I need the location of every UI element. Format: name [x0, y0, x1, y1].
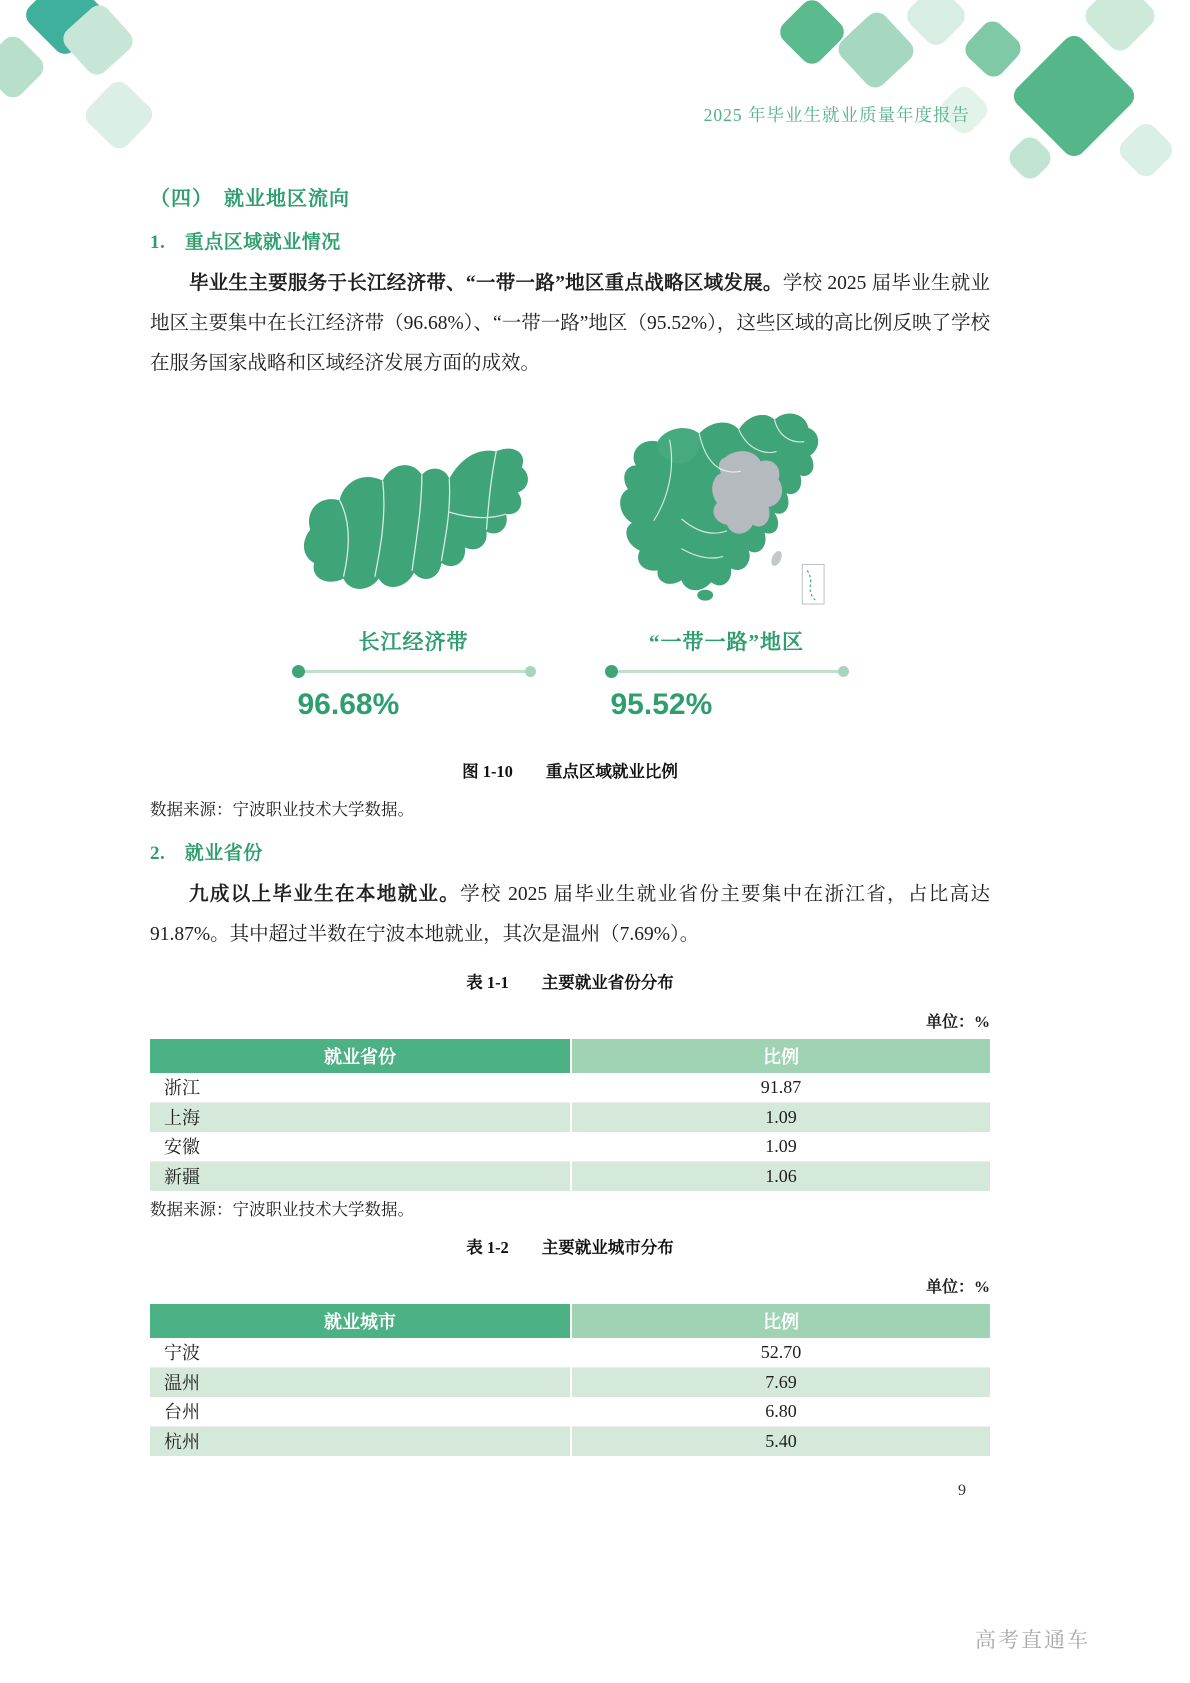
figure-caption: 图 1-10 重点区域就业比例 — [462, 761, 678, 781]
watermark: 高考直通车 — [975, 1629, 1090, 1652]
table1-caption: 表 1-1 主要就业省份分布 — [466, 972, 674, 992]
cell-province: 浙江 — [150, 1073, 571, 1103]
paragraph-region-overview — [150, 264, 990, 384]
figure-column-belt-road — [607, 398, 847, 722]
paragraph-body: 学校 2025 届毕业生就业地区主要集中在长江经济带（96.68%）、“一带一路”地区（95.52%），这些区域的高比例反映了学校在服务国家战略和区域经济发展方面的成效。 — [150, 273, 990, 374]
decor-square — [960, 16, 1025, 81]
city-distribution-table — [150, 1304, 990, 1456]
yangtze-map-box — [294, 398, 534, 610]
decor-square — [902, 0, 970, 50]
table-row — [150, 1161, 990, 1191]
table2-header-city: 就业城市 — [150, 1304, 571, 1338]
hainan-island — [697, 590, 713, 601]
table-header-row — [150, 1304, 990, 1338]
cell-ratio: 52.70 — [571, 1338, 990, 1368]
cell-province: 安徽 — [150, 1132, 571, 1162]
decor-square — [834, 8, 919, 93]
subsection-heading-2: 2. 就业省份 — [150, 842, 263, 864]
table-row — [150, 1338, 990, 1368]
page-content — [150, 182, 990, 1456]
divider-dot-right — [838, 666, 849, 677]
figure-label-yangtze: 长江经济带 — [358, 629, 469, 654]
table2-header-ratio: 比例 — [571, 1304, 990, 1338]
yangtze-economic-belt-map-icon — [296, 424, 532, 610]
cell-province: 新疆 — [150, 1161, 571, 1191]
decor-square — [0, 32, 48, 103]
decor-square — [1115, 119, 1177, 181]
cell-ratio: 7.69 — [571, 1367, 990, 1397]
figure-label-belt-road: “一带一路”地区 — [649, 629, 804, 654]
cell-ratio: 91.87 — [571, 1073, 990, 1103]
decor-square — [1005, 133, 1056, 184]
figure-region-employment — [150, 398, 990, 722]
cell-city: 台州 — [150, 1397, 571, 1427]
south-china-sea-inset — [802, 564, 824, 604]
figure-divider-yangtze — [294, 665, 534, 678]
table-header-row — [150, 1039, 990, 1073]
cell-city: 温州 — [150, 1367, 571, 1397]
table-row — [150, 1397, 990, 1427]
table-row — [150, 1426, 990, 1456]
paragraph-lead: 九成以上毕业生在本地就业。 — [189, 883, 461, 905]
table-row — [150, 1132, 990, 1162]
table2-caption: 表 1-2 主要就业城市分布 — [466, 1237, 674, 1257]
report-header-title: 2025 年毕业生就业质量年度报告 — [703, 105, 970, 125]
data-source-note: 数据来源：宁波职业技术大学数据。 — [150, 1199, 414, 1219]
province-distribution-table — [150, 1039, 990, 1191]
divider-dot-right — [525, 666, 536, 677]
decor-square — [775, 0, 849, 69]
page-number: 9 — [958, 1482, 966, 1499]
china-belt-road-map-icon — [608, 400, 846, 610]
divider-bar — [298, 670, 530, 673]
decor-square — [1080, 0, 1159, 56]
cell-ratio: 1.09 — [571, 1102, 990, 1132]
cell-province: 上海 — [150, 1102, 571, 1132]
table-row — [150, 1102, 990, 1132]
figure-value-yangtze: 96.68% — [297, 687, 400, 721]
china-map-box — [607, 398, 847, 610]
divider-bar — [611, 670, 843, 673]
table1-header-province: 就业省份 — [150, 1039, 571, 1073]
subsection-heading-1: 1. 重点区域就业情况 — [150, 232, 341, 253]
table2-unit: 单位：% — [925, 1278, 990, 1296]
paragraph-body: 学校 2025 届毕业生就业省份主要集中在浙江省，占比高达 91.87%。其中超过半数在宁波本地就业，其次是温州（7.69%）。 — [150, 883, 990, 945]
cell-ratio: 6.80 — [571, 1397, 990, 1427]
table-row — [150, 1073, 990, 1103]
paragraph-province — [150, 875, 990, 955]
section-heading: （四） 就业地区流向 — [150, 188, 350, 210]
cell-city: 宁波 — [150, 1338, 571, 1368]
divider-dot-left — [292, 665, 305, 678]
cell-city: 杭州 — [150, 1426, 571, 1456]
divider-dot-left — [605, 665, 618, 678]
cell-ratio: 1.09 — [571, 1132, 990, 1162]
figure-value-belt-road: 95.52% — [610, 687, 713, 721]
paragraph-lead: 毕业生主要服务于长江经济带、“一带一路”地区重点战略区域发展。 — [189, 273, 783, 294]
table1-header-ratio: 比例 — [571, 1039, 990, 1073]
cell-ratio: 1.06 — [571, 1161, 990, 1191]
taiwan-island — [769, 549, 784, 567]
table-row — [150, 1367, 990, 1397]
cell-ratio: 5.40 — [571, 1426, 990, 1456]
data-source-note: 数据来源：宁波职业技术大学数据。 — [150, 799, 414, 819]
table1-unit: 单位：% — [925, 1013, 990, 1031]
figure-divider-belt-road — [607, 665, 847, 678]
figure-column-yangtze — [294, 398, 534, 722]
decor-square — [81, 77, 157, 153]
